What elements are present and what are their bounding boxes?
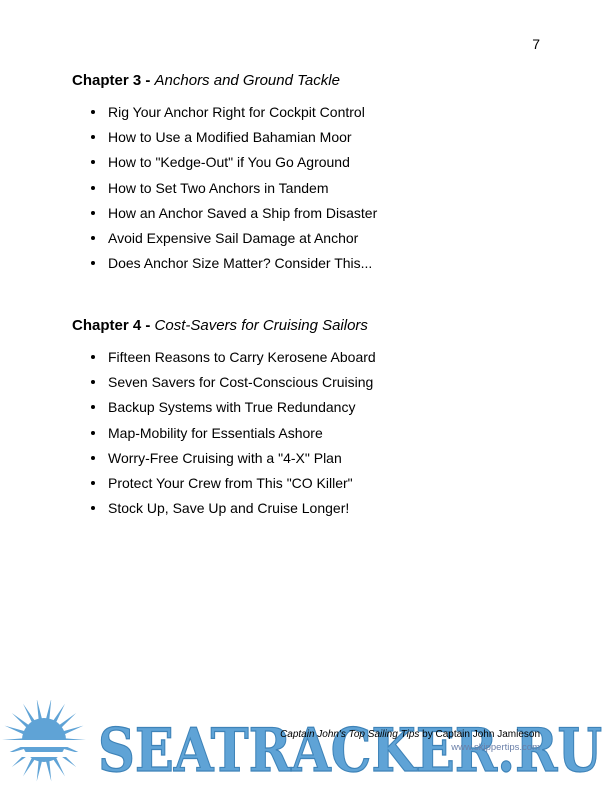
list-item: Map-Mobility for Essentials Ashore: [72, 424, 552, 449]
footer-book-title: Captain John's Top Sailing Tips: [280, 729, 420, 740]
sun-ray: [37, 759, 43, 781]
sun-ray: [46, 700, 52, 721]
list-item: How to Use a Modified Bahamian Moor: [72, 128, 552, 153]
list-item: How to "Kedge-Out" if You Go Aground: [72, 153, 552, 178]
sun-icon: [0, 700, 100, 781]
chapter-4-title: Cost-Savers for Cruising Sailors: [154, 317, 368, 334]
chapter-3-title: Anchors and Ground Tackle: [154, 72, 340, 89]
list-item: Does Anchor Size Matter? Consider This...: [72, 254, 552, 279]
footer-url: www.skippertips.com: [451, 742, 540, 753]
chapter-3-topic-list: [72, 103, 552, 279]
list-item: Fifteen Reasons to Carry Kerosene Aboard: [72, 348, 552, 373]
chapter-4-topic-list: [72, 348, 552, 524]
list-item: Seven Savers for Cost-Conscious Cruising: [72, 373, 552, 398]
footer-credit: [280, 728, 540, 741]
sun-ray: [5, 726, 26, 735]
sun-ray: [62, 726, 83, 735]
page-footer: [280, 728, 540, 754]
chapter-4-number: Chapter 4 -: [72, 317, 151, 334]
list-item: Worry-Free Cruising with a "4-X" Plan: [72, 449, 552, 474]
chapter-4-section: [72, 317, 552, 524]
page-number: 7: [532, 36, 540, 52]
chapter-3-number: Chapter 3 -: [72, 72, 151, 89]
footer-byline: by Captain John Jamieson: [419, 729, 540, 740]
list-item: Avoid Expensive Sail Damage at Anchor: [72, 229, 552, 254]
list-item: How to Set Two Anchors in Tandem: [72, 179, 552, 204]
chapter-4-heading: [72, 317, 552, 334]
chapter-3-section: [72, 72, 552, 279]
list-item: Rig Your Anchor Right for Cockpit Control: [72, 103, 552, 128]
sun-ray: [37, 700, 43, 721]
sun-ray: [46, 759, 52, 781]
chapter-3-heading: [72, 72, 552, 89]
list-item: Protect Your Crew from This "CO Killer": [72, 474, 552, 499]
list-item: Stock Up, Save Up and Cruise Longer!: [72, 499, 552, 524]
list-item: Backup Systems with True Redundancy: [72, 398, 552, 423]
watermark-text: SEATRACKER.RU: [98, 716, 602, 786]
list-item: How an Anchor Saved a Ship from Disaster: [72, 204, 552, 229]
